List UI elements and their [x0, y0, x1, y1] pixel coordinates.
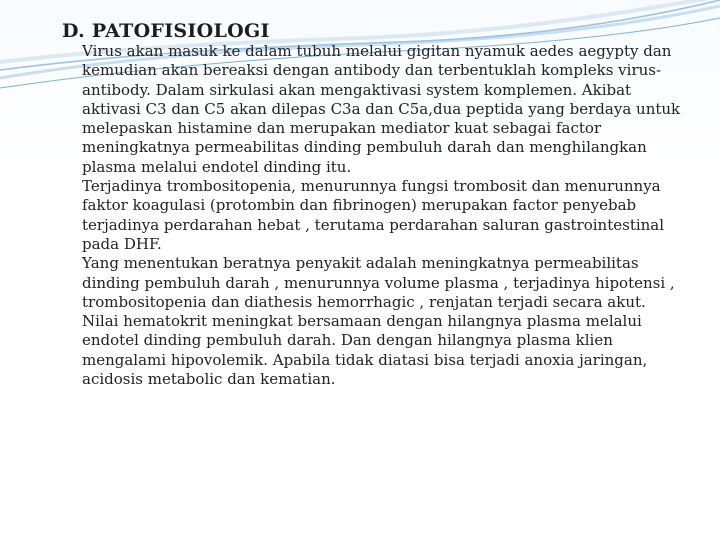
paragraph-pathogenesis: Virus akan masuk ke dalam tubuh melalui gigitan nyamuk aedes aegypty dan kemudian akan bereaksi dengan antibody dan terbentuklah kompleks virus-antibody. Dalam sirkulasi akan mengaktivasi system komplemen. Akibat aktivasi C3 dan C5 akan dilepas C3a dan C5a,dua peptida yang berdaya untuk melepaskan histamine dan merupakan mediator kuat sebagai factor meningkatnya permeabilitas dinding pembuluh darah dan menghilangkan plasma melalui endotel dinding itu.: [82, 42, 681, 176]
body-text: [82, 42, 692, 389]
paragraph-hematocrit: Nilai hematokrit meningkat bersamaan dengan hilangnya plasma melalui endotel dinding pembuluh darah. Dan dengan hilangnya plasma klien mengalami hipovolemik. Apabila tidak diatasi bisa terjadi anoxia jaringan, acidosis metabolic dan kematian.: [82, 312, 648, 389]
paragraph-bleeding: Terjadinya trombositopenia, menurunnya fungsi trombosit dan menurunnya faktor koagulasi (protombin dan fibrinogen) merupakan factor penyebab terjadinya perdarahan hebat , terutama perdarahan saluran gastrointestinal pada DHF.: [82, 177, 665, 253]
slide-title: D. PATOFISIOLOGI: [62, 20, 270, 42]
paragraph-severity: Yang menentukan beratnya penyakit adalah meningkatnya permeabilitas dinding pembuluh darah , menurunnya volume plasma , terjadinya hipotensi , trombositopenia dan diathesis hemorrhagic , renjatan terjadi secara akut.: [82, 254, 675, 311]
